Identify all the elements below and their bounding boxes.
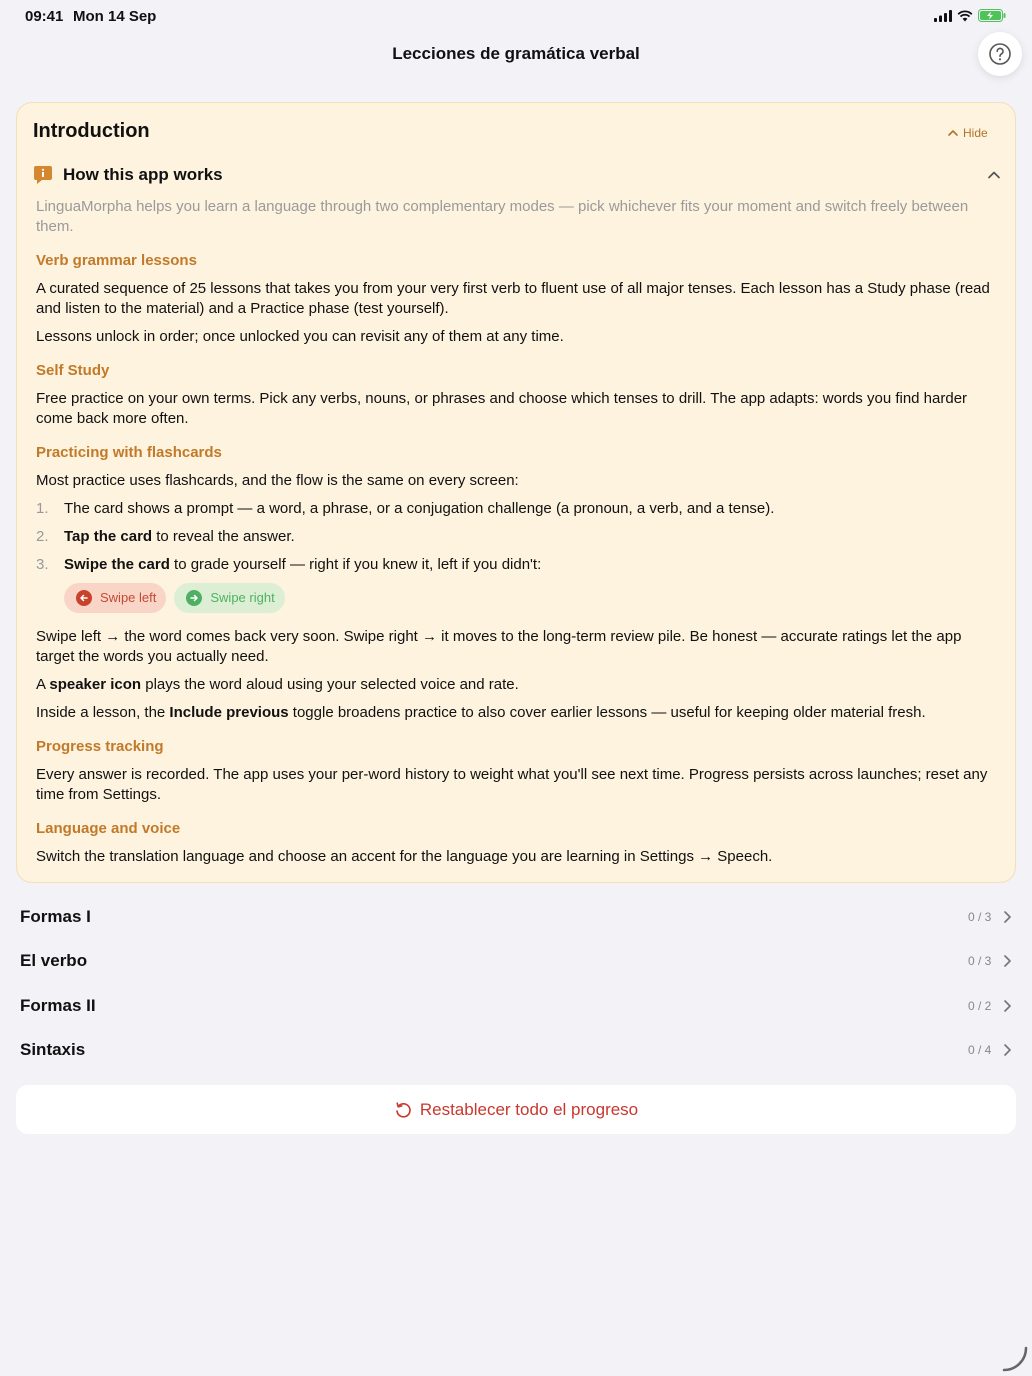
progress-paragraph: Every answer is recorded. The app uses your per-word history to weight what you'll see next time. Progress persists across launches; reset any time from Settings. [36, 766, 988, 803]
how-it-works-title: How this app works [63, 165, 223, 184]
swipe-left-chip [64, 583, 166, 613]
verb-lessons-paragraph-1: A curated sequence of 25 lessons that takes you from your very first verb to fluent use of all major tenses. Each lesson has a Study phase (read and listen to the material) and a Practice phase (test yourself). [36, 280, 990, 317]
speaker-text-bold: speaker icon [49, 676, 142, 693]
lesson-group-row[interactable] [20, 895, 1016, 939]
status-icons [934, 9, 1006, 22]
reset-arrow-icon [394, 1101, 412, 1119]
speaker-paragraph [36, 675, 998, 695]
language-paragraph: Switch the translation language and choose an accent for the language you are learning in Settings → Speech. [36, 848, 773, 865]
list-item [36, 527, 998, 547]
list-text [64, 555, 541, 575]
reset-progress-label: Restablecer todo el progreso [419, 1099, 639, 1119]
chevron-right-icon [1002, 1043, 1012, 1057]
chevron-right-icon [1002, 954, 1012, 968]
how-it-works-header[interactable] [33, 165, 223, 185]
list-number: 1. [36, 500, 49, 517]
chevron-right-icon [1002, 999, 1012, 1013]
section-heading-verb-lessons: Verb grammar lessons [36, 252, 197, 269]
lesson-group-count: 0 / 4 [968, 1043, 992, 1057]
section-heading-progress: Progress tracking [36, 738, 164, 755]
chevron-right-icon [1002, 910, 1012, 924]
lesson-group-title: Formas II [20, 996, 96, 1015]
lesson-group-count: 0 / 2 [968, 999, 992, 1013]
flashcards-paragraph: Most practice uses flashcards, and the flow is the same on every screen: [36, 472, 519, 489]
section-heading-language: Language and voice [36, 820, 181, 837]
self-study-paragraph: Free practice on your own terms. Pick any verbs, nouns, or phrases and choose which tenses to drill. The app adapts: words you find harder come back more often. [36, 390, 968, 427]
lesson-group-count: 0 / 3 [968, 910, 992, 924]
list-text-bold: Swipe the card [64, 556, 170, 573]
list-number: 3. [36, 556, 49, 573]
intro-title: Introduction [33, 120, 150, 142]
include-text-post: toggle broadens practice to also cover earlier lessons — useful for keeping older material fresh. [288, 704, 926, 721]
list-item [36, 499, 998, 519]
list-text [64, 527, 295, 547]
list-text: The card shows a prompt — a word, a phrase, or a conjugation challenge (a pronoun, a verb, and a tense). [64, 500, 775, 517]
verb-lessons-paragraph-2: Lessons unlock in order; once unlocked you can revisit any of them at any time. [36, 328, 564, 345]
reset-progress-button[interactable] [16, 1085, 1016, 1134]
question-circle-icon [988, 42, 1012, 66]
lesson-group-row[interactable] [20, 1028, 1016, 1072]
battery-charging-icon [978, 9, 1006, 22]
section-heading-flashcards: Practicing with flashcards [36, 444, 222, 461]
include-text-pre: Inside a lesson, the [36, 704, 170, 721]
lesson-group-row[interactable] [20, 939, 1016, 983]
resize-handle-icon[interactable] [1002, 1346, 1028, 1372]
intro-lead: LinguaMorpha helps you learn a language through two complementary modes — pick whichever fits your moment and switch freely between them. [36, 198, 969, 235]
include-text-bold: Include previous [169, 704, 289, 721]
status-time: 09:41 [25, 8, 64, 25]
chevron-up-icon[interactable] [987, 170, 1001, 180]
swipe-left-label: Swipe left [100, 590, 157, 605]
speaker-text-post: plays the word aloud using your selected voice and rate. [141, 676, 519, 693]
help-button[interactable] [978, 32, 1022, 76]
introduction-card [16, 102, 1016, 883]
swipe-chips [64, 583, 998, 613]
hide-label: Hide [963, 126, 988, 140]
arrow-right-icon [186, 590, 202, 606]
list-item [36, 555, 998, 575]
signal-icon [934, 10, 952, 22]
lesson-group-count: 0 / 3 [968, 954, 992, 968]
list-text-rest: to reveal the answer. [152, 528, 295, 545]
info-bubble-icon [33, 165, 53, 185]
nav-title: Lecciones de gramática verbal [392, 44, 640, 63]
lesson-group-title: El verbo [20, 951, 88, 970]
chevron-up-icon [947, 128, 959, 138]
list-text-rest: to grade yourself — right if you knew it, left if you didn't: [169, 556, 542, 573]
swipe-right-chip [174, 583, 284, 613]
include-previous-paragraph [36, 703, 998, 723]
wifi-icon [957, 10, 973, 22]
list-number: 2. [36, 528, 49, 545]
hide-button[interactable] [947, 126, 988, 140]
status-date: Mon 14 Sep [73, 8, 157, 25]
speaker-text-pre: A [36, 676, 50, 693]
swipe-right-label: Swipe right [210, 590, 275, 605]
list-text-bold: Tap the card [64, 528, 153, 545]
status-bar [0, 0, 1032, 32]
lesson-group-row[interactable] [20, 984, 1016, 1028]
lesson-group-title: Sintaxis [20, 1040, 86, 1059]
lesson-group-title: Formas I [20, 907, 91, 926]
swipe-paragraph: Swipe left → the word comes back very soon. Swipe right → it moves to the long-term review pile. Be honest — accurate ratings let the app target the words you actually need. [36, 628, 962, 665]
arrow-left-icon [76, 590, 92, 606]
intro-body [36, 197, 998, 875]
section-heading-self-study: Self Study [36, 362, 110, 379]
